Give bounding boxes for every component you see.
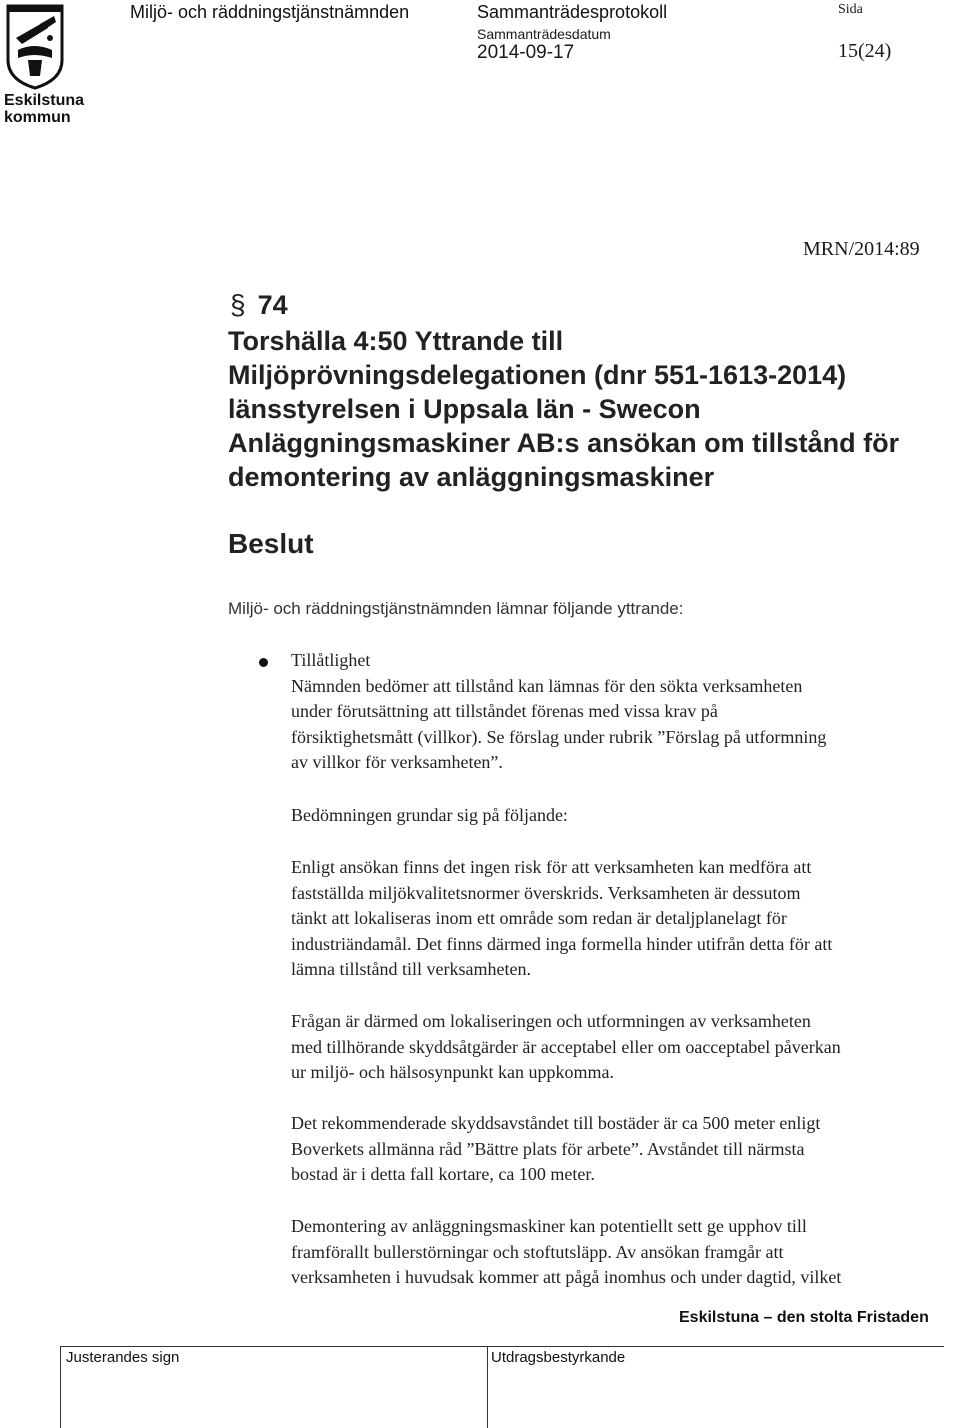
logo-text-line2: kommun bbox=[4, 109, 71, 126]
case-number: MRN/2014:89 bbox=[803, 238, 920, 260]
paragraph-line: framförallt bullerstörningar och stoftutsläpp. Av ansökan framgår att bbox=[291, 1241, 784, 1262]
paragraph-line: Det rekommenderade skyddsavståndet till bostäder är ca 500 meter enligt bbox=[291, 1113, 821, 1133]
section-title-line: Torshälla 4:50 Yttrande till bbox=[228, 326, 564, 356]
paragraph-basis: Bedömningen grundar sig på följande: bbox=[291, 805, 568, 825]
header-page-label: Sida bbox=[838, 2, 863, 17]
header-doc-type: Sammanträdesprotokoll bbox=[477, 2, 668, 22]
paragraph-line: Frågan är därmed om lokaliseringen och utformningen av verksamheten bbox=[291, 1011, 811, 1031]
bullet-dot-icon bbox=[259, 658, 268, 667]
footer-middle-border bbox=[487, 1346, 488, 1428]
beslut-heading: Beslut bbox=[228, 528, 314, 559]
header-committee: Miljö- och räddningstjänstnämnden bbox=[130, 2, 410, 22]
section-number-value: 74 bbox=[257, 290, 288, 320]
footer-left-border bbox=[60, 1346, 61, 1428]
bullet-title: Tillåtlighet bbox=[291, 650, 371, 670]
section-title-line: länsstyrelsen i Uppsala län - Swecon bbox=[228, 394, 701, 424]
paragraph-line: Demontering av anläggningsmaskiner kan potentiellt sett ge upphov till bbox=[291, 1216, 807, 1236]
bullet-block bbox=[291, 648, 956, 776]
section-number bbox=[230, 288, 288, 322]
paragraph-line: tänkt att lokaliseras inom ett område som redan är detaljplanelagt för bbox=[291, 908, 787, 928]
paragraph-line: lämna tillstånd till verksamheten. bbox=[291, 959, 531, 979]
bullet-line: under förutsättning att tillståndet förenas med vissa krav på bbox=[291, 701, 718, 721]
paragraph-line: fastställda miljökvalitetsnormer överskrids. Verksamheten är dessutom bbox=[291, 882, 801, 903]
paragraph-line: Boverkets allmänna råd ”Bättre plats för arbete”. Avståndet till närmsta bbox=[291, 1138, 805, 1159]
section-title-line: Miljöprövningsdelegationen (dnr 551-1613-2014) bbox=[228, 360, 847, 390]
coat-of-arms-icon bbox=[4, 2, 66, 90]
footer-extract-label: Utdragsbestyrkande bbox=[491, 1349, 626, 1366]
paragraph-distance bbox=[291, 1111, 956, 1188]
section-title-line: demontering av anläggningsmaskiner bbox=[228, 462, 715, 492]
paragraph-dismantling bbox=[291, 1214, 956, 1291]
footer-sign-label: Justerandes sign bbox=[66, 1349, 180, 1366]
header-date-label: Sammanträdesdatum bbox=[477, 26, 611, 42]
paragraph-line: med tillhörande skyddsåtgärder är acceptabel eller om oacceptabel påverkan bbox=[291, 1036, 841, 1057]
beslut-intro: Miljö- och räddningstjänstnämnden lämnar följande yttrande: bbox=[228, 599, 684, 618]
bullet-line: försiktighetsmått (villkor). Se förslag under rubrik ”Förslag på utformning bbox=[291, 726, 827, 747]
section-title bbox=[228, 324, 958, 494]
paragraph-line: Enligt ansökan finns det ingen risk för att verksamheten kan medföra att bbox=[291, 857, 812, 877]
section-symbol: § bbox=[230, 289, 246, 320]
paragraph-line: bostad är i detta fall kortare, ca 100 meter. bbox=[291, 1164, 595, 1184]
municipality-logo bbox=[4, 2, 85, 127]
paragraph-line: verksamheten i huvudsak kommer att pågå inomhus och under dagtid, vilket bbox=[291, 1267, 842, 1287]
footer-slogan: Eskilstuna – den stolta Fristaden bbox=[679, 1309, 929, 1326]
logo-text-line1: Eskilstuna bbox=[4, 92, 85, 109]
paragraph-risk bbox=[291, 855, 956, 983]
footer-divider bbox=[60, 1346, 944, 1347]
header-page-number: 15(24) bbox=[838, 40, 892, 62]
paragraph-line: ur miljö- och hälsosynpunkt kan uppkomma. bbox=[291, 1062, 614, 1082]
bullet-line: av villkor för verksamheten”. bbox=[291, 752, 503, 772]
paragraph-line: industriändamål. Det finns därmed inga formella hinder utifrån detta för att bbox=[291, 933, 833, 954]
header-date: 2014-09-17 bbox=[477, 42, 575, 63]
paragraph-location bbox=[291, 1009, 956, 1086]
section-title-line: Anläggningsmaskiner AB:s ansökan om tillstånd för bbox=[228, 428, 900, 458]
bullet-line: Nämnden bedömer att tillstånd kan lämnas för den sökta verksamheten bbox=[291, 675, 803, 696]
